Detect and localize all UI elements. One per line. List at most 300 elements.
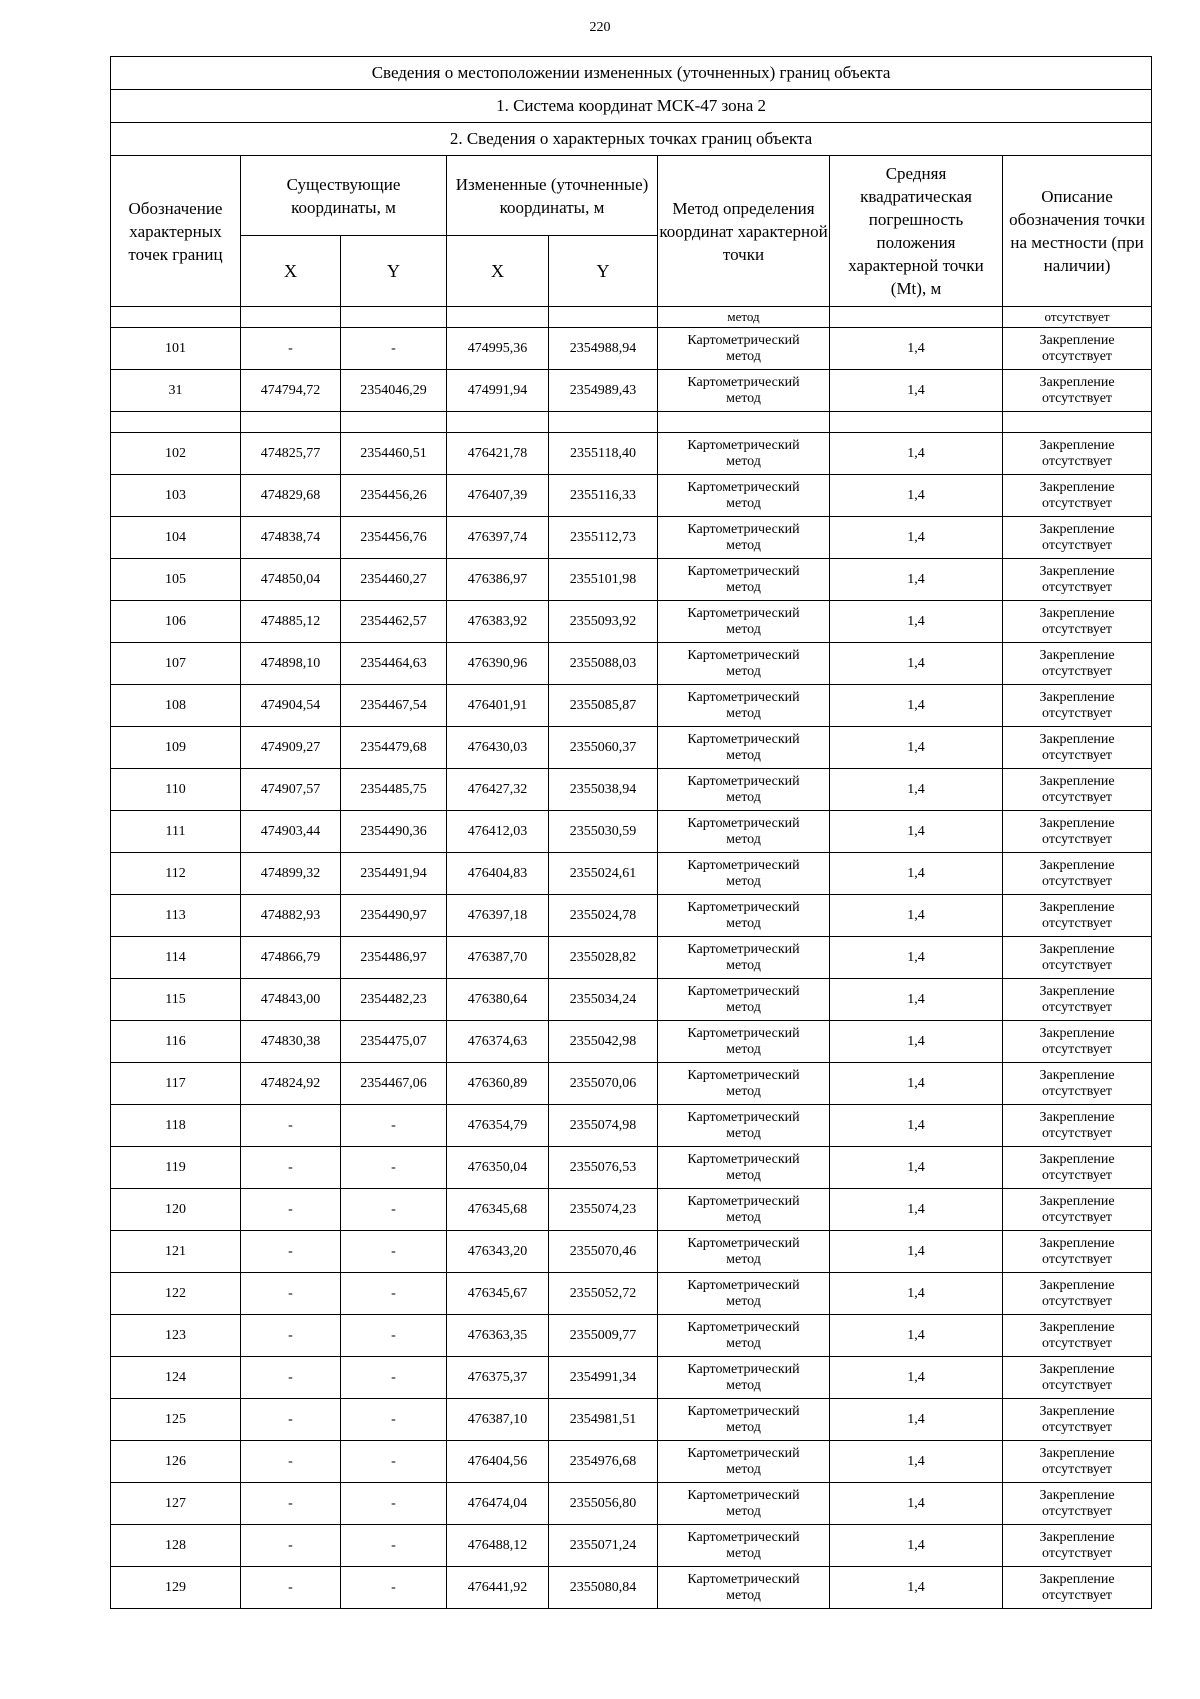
- cell-method: [658, 811, 830, 853]
- cell-description-line1: Закрепление: [1039, 857, 1115, 873]
- cell-method-line1: Картометрический: [687, 521, 800, 537]
- cell-description-line1: Закрепление: [1039, 899, 1115, 915]
- table-row: [111, 559, 1152, 601]
- cell-existing-y: 2354486,97: [341, 937, 447, 979]
- cell-description-line2: отсутствует: [1042, 1503, 1113, 1519]
- cell-point: 114: [111, 937, 241, 979]
- cell-method: [658, 1483, 830, 1525]
- cell-method: [658, 1105, 830, 1147]
- cell-error: 1,4: [830, 1147, 1003, 1189]
- cell-point: 104: [111, 517, 241, 559]
- cell-description: [1003, 517, 1152, 559]
- cell-changed-y: 2355030,59: [549, 811, 658, 853]
- cell-error: 1,4: [830, 1063, 1003, 1105]
- cell-error: 1,4: [830, 1273, 1003, 1315]
- cell-description: [1003, 1399, 1152, 1441]
- cell-existing-x: 474843,00: [241, 979, 341, 1021]
- cell-description: [1003, 1063, 1152, 1105]
- cell-changed-x: 476488,12: [447, 1525, 549, 1567]
- cell-point: 108: [111, 685, 241, 727]
- cell-method-line2: метод: [726, 453, 761, 469]
- header-existing-x: X: [241, 236, 341, 307]
- cell-method-line2: метод: [726, 1461, 761, 1477]
- cell-changed-x: 476397,18: [447, 895, 549, 937]
- cell-error: 1,4: [830, 1483, 1003, 1525]
- cell-changed-y: 2355038,94: [549, 769, 658, 811]
- cell-existing-y: 2354464,63: [341, 643, 447, 685]
- cell-error: 1,4: [830, 1567, 1003, 1609]
- cell-error: 1,4: [830, 475, 1003, 517]
- cell-method-line2: метод: [726, 621, 761, 637]
- cell-changed-y: 2355024,61: [549, 853, 658, 895]
- cell-method: [658, 685, 830, 727]
- cell-changed-y: 2355024,78: [549, 895, 658, 937]
- cell-error: 1,4: [830, 433, 1003, 475]
- cell-method-line1: Картометрический: [687, 1361, 800, 1377]
- table-row: [111, 1441, 1152, 1483]
- main-title: Сведения о местоположении измененных (уточненных) границ объекта: [111, 57, 1152, 90]
- cell-description-line1: Закрепление: [1039, 563, 1115, 579]
- cell-existing-x: 474899,32: [241, 853, 341, 895]
- cell-method-line2: метод: [726, 831, 761, 847]
- cell-method: [658, 1441, 830, 1483]
- cell-description-line2: отсутствует: [1042, 453, 1113, 469]
- cell-point: 119: [111, 1147, 241, 1189]
- cell-method: [658, 769, 830, 811]
- cell-changed-y: 2355076,53: [549, 1147, 658, 1189]
- cell-existing-x: 474885,12: [241, 601, 341, 643]
- cell-existing-y: -: [341, 1483, 447, 1525]
- cell-point: 102: [111, 433, 241, 475]
- cell-existing-x: -: [241, 1105, 341, 1147]
- cell-changed-x: 476430,03: [447, 727, 549, 769]
- cell-description-line1: Закрепление: [1039, 437, 1115, 453]
- cell-method: [658, 1189, 830, 1231]
- cell-point: 117: [111, 1063, 241, 1105]
- table-body: [111, 307, 1152, 1609]
- cell-changed-x: 476345,67: [447, 1273, 549, 1315]
- cell-description: [1003, 769, 1152, 811]
- table-row: [111, 1483, 1152, 1525]
- cell-error: 1,4: [830, 517, 1003, 559]
- cell-description-line1: Закрепление: [1039, 1571, 1115, 1587]
- cell-description-line1: Закрепление: [1039, 374, 1115, 390]
- cell-existing-y: 2354490,36: [341, 811, 447, 853]
- table-row: [111, 1063, 1152, 1105]
- cell-error: 1,4: [830, 1315, 1003, 1357]
- cell-method-line1: Картометрический: [687, 731, 800, 747]
- cell-error: 1,4: [830, 769, 1003, 811]
- cell-description-line1: Закрепление: [1039, 1319, 1115, 1335]
- cell-existing-y: 2354467,06: [341, 1063, 447, 1105]
- cell-method-line1: Картометрический: [687, 899, 800, 915]
- header-method: Метод определения координат характерной точки: [658, 156, 830, 307]
- cell-existing-x: -: [241, 1441, 341, 1483]
- cell-method-line1: Картометрический: [687, 647, 800, 663]
- cell-description: [1003, 1273, 1152, 1315]
- table-row: [111, 979, 1152, 1021]
- cell-description-line2: отсутствует: [1042, 747, 1113, 763]
- cell-empty: [447, 412, 549, 433]
- cell-error: 1,4: [830, 685, 1003, 727]
- cell-point: 125: [111, 1399, 241, 1441]
- cell-changed-y: 2354991,34: [549, 1357, 658, 1399]
- cell-changed-x: 476404,83: [447, 853, 549, 895]
- cell-error: 1,4: [830, 1357, 1003, 1399]
- cell-description-line2: отсутствует: [1042, 1251, 1113, 1267]
- cell-description-line1: Закрепление: [1039, 647, 1115, 663]
- header-changed-y: Y: [549, 236, 658, 307]
- cell-method-line2: метод: [726, 1209, 761, 1225]
- cell-method-line1: Картометрический: [687, 773, 800, 789]
- cell-method-line2: метод: [726, 1377, 761, 1393]
- cell-changed-x: 476343,20: [447, 1231, 549, 1273]
- cell-changed-x: 476397,74: [447, 517, 549, 559]
- cell-changed-y: 2355085,87: [549, 685, 658, 727]
- cell-description-line2: отсутствует: [1042, 1419, 1113, 1435]
- table-row: [111, 370, 1152, 412]
- cell-description: [1003, 895, 1152, 937]
- cell-existing-y: -: [341, 1357, 447, 1399]
- cell-method-line1: Картометрический: [687, 1067, 800, 1083]
- cell-method-line2: метод: [726, 999, 761, 1015]
- cell-description: [1003, 1189, 1152, 1231]
- cell-method: [658, 559, 830, 601]
- cell-existing-x: 474838,74: [241, 517, 341, 559]
- cell-existing-y: -: [341, 1567, 447, 1609]
- cell-method-line2: метод: [726, 747, 761, 763]
- cell-existing-x: 474882,93: [241, 895, 341, 937]
- cell-description-line1: Закрепление: [1039, 1277, 1115, 1293]
- coordinate-system-title: 1. Система координат МСК-47 зона 2: [111, 90, 1152, 123]
- cell-description: [1003, 559, 1152, 601]
- cell-existing-x: -: [241, 1483, 341, 1525]
- cell-method: [658, 1525, 830, 1567]
- cell-description: [1003, 1231, 1152, 1273]
- header-point: Обозначение характерных точек границ: [111, 156, 241, 307]
- cell-method-line2: метод: [726, 705, 761, 721]
- cell-existing-y: -: [341, 1399, 447, 1441]
- cell-description-line1: Закрепление: [1039, 1193, 1115, 1209]
- cell-method: [658, 1315, 830, 1357]
- cell-method: [658, 1147, 830, 1189]
- cell-description: [1003, 685, 1152, 727]
- cell-description: [1003, 727, 1152, 769]
- cell-method: [658, 643, 830, 685]
- cell-empty: [447, 307, 549, 328]
- cell-existing-x: 474898,10: [241, 643, 341, 685]
- cell-description-line1: Закрепление: [1039, 1235, 1115, 1251]
- cell-method-line2: метод: [726, 1545, 761, 1561]
- cell-description-line2: отсутствует: [1042, 915, 1113, 931]
- cell-method-line2: метод: [726, 1293, 761, 1309]
- cell-description-line1: Закрепление: [1039, 773, 1115, 789]
- cell-method-line1: Картометрический: [687, 1151, 800, 1167]
- cell-description-line2: отсутствует: [1042, 579, 1113, 595]
- cell-existing-x: 474909,27: [241, 727, 341, 769]
- cell-existing-y: 2354046,29: [341, 370, 447, 412]
- cell-method-line1: Картометрический: [687, 1277, 800, 1293]
- cell-description: [1003, 475, 1152, 517]
- cell-changed-y: 2354989,43: [549, 370, 658, 412]
- cell-changed-y: 2355071,24: [549, 1525, 658, 1567]
- cell-changed-x: 476390,96: [447, 643, 549, 685]
- cell-changed-y: 2355074,23: [549, 1189, 658, 1231]
- cell-changed-x: 476375,37: [447, 1357, 549, 1399]
- table-row: [111, 1189, 1152, 1231]
- table-row: [111, 433, 1152, 475]
- cell-method-line1: Картометрический: [687, 1529, 800, 1545]
- cell-error: 1,4: [830, 1021, 1003, 1063]
- cell-error: 1,4: [830, 601, 1003, 643]
- cell-method: [658, 517, 830, 559]
- cell-method-line1: Картометрический: [687, 1109, 800, 1125]
- cell-method-line1: Картометрический: [687, 437, 800, 453]
- cell-existing-x: -: [241, 1399, 341, 1441]
- cell-empty: [658, 412, 830, 433]
- cell-changed-y: 2354988,94: [549, 328, 658, 370]
- cell-description-line1: Закрепление: [1039, 605, 1115, 621]
- cell-point: 109: [111, 727, 241, 769]
- cell-method-line1: Картометрический: [687, 983, 800, 999]
- header-error: Средняя квадратическая погрешность положения характерной точки (Mt), м: [830, 156, 1003, 307]
- cell-description-line2: отсутствует: [1042, 663, 1113, 679]
- cell-method-line2: метод: [726, 537, 761, 553]
- cell-point: 110: [111, 769, 241, 811]
- cell-point: 123: [111, 1315, 241, 1357]
- cell-description-line2: отсутствует: [1042, 1041, 1113, 1057]
- cell-description-line1: Закрепление: [1039, 1487, 1115, 1503]
- header-changed-coords: Измененные (уточненные) координаты, м: [447, 156, 658, 236]
- cell-description-line1: Закрепление: [1039, 1445, 1115, 1461]
- cell-error: 1,4: [830, 853, 1003, 895]
- cell-existing-x: 474850,04: [241, 559, 341, 601]
- cell-existing-y: 2354491,94: [341, 853, 447, 895]
- cell-existing-y: 2354485,75: [341, 769, 447, 811]
- cell-empty: [830, 412, 1003, 433]
- cell-changed-x: 476401,91: [447, 685, 549, 727]
- cell-method: [658, 1273, 830, 1315]
- cell-description: [1003, 1567, 1152, 1609]
- cell-changed-y: 2355093,92: [549, 601, 658, 643]
- cell-method: метод: [658, 307, 830, 328]
- cell-existing-y: 2354482,23: [341, 979, 447, 1021]
- cell-description: [1003, 643, 1152, 685]
- cell-existing-y: 2354479,68: [341, 727, 447, 769]
- cell-description: [1003, 1525, 1152, 1567]
- cell-description-line2: отсутствует: [1042, 873, 1113, 889]
- cell-description: [1003, 433, 1152, 475]
- cell-description-line2: отсутствует: [1042, 831, 1113, 847]
- cell-point: 122: [111, 1273, 241, 1315]
- cell-existing-x: -: [241, 1525, 341, 1567]
- table-row: [111, 727, 1152, 769]
- cell-existing-x: -: [241, 1567, 341, 1609]
- cell-existing-x: 474907,57: [241, 769, 341, 811]
- cell-changed-y: 2355112,73: [549, 517, 658, 559]
- cell-description-line2: отсутствует: [1042, 537, 1113, 553]
- section-title: 2. Сведения о характерных точках границ объекта: [111, 123, 1152, 156]
- cell-method-line2: метод: [726, 1419, 761, 1435]
- cell-point: 129: [111, 1567, 241, 1609]
- cell-existing-x: -: [241, 1357, 341, 1399]
- cell-error: 1,4: [830, 1399, 1003, 1441]
- table-row: [111, 643, 1152, 685]
- cell-changed-y: 2355056,80: [549, 1483, 658, 1525]
- cell-description: [1003, 979, 1152, 1021]
- cell-method-line2: метод: [726, 495, 761, 511]
- cell-changed-y: 2355042,98: [549, 1021, 658, 1063]
- cell-point: 31: [111, 370, 241, 412]
- cell-description: [1003, 811, 1152, 853]
- cell-existing-x: -: [241, 1273, 341, 1315]
- table-row: [111, 601, 1152, 643]
- cell-description-line1: Закрепление: [1039, 731, 1115, 747]
- cell-existing-y: -: [341, 328, 447, 370]
- table-row: [111, 1315, 1152, 1357]
- header-changed-x: X: [447, 236, 549, 307]
- cell-method-line1: Картометрический: [687, 815, 800, 831]
- cell-changed-x: 476407,39: [447, 475, 549, 517]
- cell-changed-y: 2355070,46: [549, 1231, 658, 1273]
- cell-method: [658, 370, 830, 412]
- cell-description-line2: отсутствует: [1042, 1209, 1113, 1225]
- cell-error: 1,4: [830, 643, 1003, 685]
- cell-method-line2: метод: [726, 1125, 761, 1141]
- cell-point: 128: [111, 1525, 241, 1567]
- cell-changed-x: 476345,68: [447, 1189, 549, 1231]
- table-header: [111, 57, 1152, 307]
- cell-existing-y: -: [341, 1105, 447, 1147]
- cell-changed-y: 2355009,77: [549, 1315, 658, 1357]
- cell-existing-y: -: [341, 1231, 447, 1273]
- cell-description-line1: Закрепление: [1039, 1403, 1115, 1419]
- cell-description-line2: отсутствует: [1042, 1587, 1113, 1603]
- cell-description: [1003, 328, 1152, 370]
- cell-method-line1: Картометрический: [687, 563, 800, 579]
- header-existing-coords: Существующие координаты, м: [241, 156, 447, 236]
- cell-method: [658, 937, 830, 979]
- cell-description-line1: Закрепление: [1039, 1361, 1115, 1377]
- cell-changed-y: 2355116,33: [549, 475, 658, 517]
- cell-changed-x: 476354,79: [447, 1105, 549, 1147]
- cell-description: [1003, 1357, 1152, 1399]
- table-row-separator: [111, 412, 1152, 433]
- cell-existing-y: -: [341, 1189, 447, 1231]
- cell-changed-x: 474995,36: [447, 328, 549, 370]
- cell-method-line2: метод: [726, 1251, 761, 1267]
- cell-changed-y: 2355052,72: [549, 1273, 658, 1315]
- cell-existing-y: -: [341, 1441, 447, 1483]
- cell-point: 111: [111, 811, 241, 853]
- coordinates-table: [110, 56, 1152, 1609]
- table-row: [111, 1147, 1152, 1189]
- cell-description-line2: отсутствует: [1042, 390, 1113, 406]
- table-row-partial: [111, 307, 1152, 328]
- cell-description: [1003, 1147, 1152, 1189]
- table-row: [111, 475, 1152, 517]
- table-row: [111, 1273, 1152, 1315]
- cell-changed-y: 2355080,84: [549, 1567, 658, 1609]
- cell-method-line1: Картометрический: [687, 1025, 800, 1041]
- cell-method: [658, 1063, 830, 1105]
- cell-existing-x: 474824,92: [241, 1063, 341, 1105]
- cell-changed-y: 2354981,51: [549, 1399, 658, 1441]
- cell-point: 120: [111, 1189, 241, 1231]
- cell-description: [1003, 601, 1152, 643]
- cell-changed-y: 2355060,37: [549, 727, 658, 769]
- cell-method-line2: метод: [726, 1083, 761, 1099]
- cell-existing-x: 474903,44: [241, 811, 341, 853]
- cell-existing-x: -: [241, 1231, 341, 1273]
- cell-changed-y: 2355118,40: [549, 433, 658, 475]
- cell-description-line1: Закрепление: [1039, 815, 1115, 831]
- cell-point: 126: [111, 1441, 241, 1483]
- table-row: [111, 685, 1152, 727]
- table-row: [111, 853, 1152, 895]
- table-row: [111, 517, 1152, 559]
- cell-description-line1: Закрепление: [1039, 521, 1115, 537]
- cell-point: 118: [111, 1105, 241, 1147]
- cell-error: 1,4: [830, 1231, 1003, 1273]
- cell-error: 1,4: [830, 370, 1003, 412]
- cell-method-line1: Картометрический: [687, 1193, 800, 1209]
- table-row: [111, 1525, 1152, 1567]
- cell-point: 127: [111, 1483, 241, 1525]
- cell-method-line2: метод: [726, 663, 761, 679]
- cell-point: 105: [111, 559, 241, 601]
- cell-description: [1003, 1021, 1152, 1063]
- header-description: Описание обозначения точки на местности (при наличии): [1003, 156, 1152, 307]
- cell-description-line1: Закрепление: [1039, 983, 1115, 999]
- page-number: 220: [589, 20, 611, 35]
- cell-method-line2: метод: [726, 789, 761, 805]
- cell-error: 1,4: [830, 727, 1003, 769]
- cell-method: [658, 328, 830, 370]
- cell-error: 1,4: [830, 1525, 1003, 1567]
- cell-method: [658, 979, 830, 1021]
- cell-description: [1003, 370, 1152, 412]
- cell-method-line1: Картометрический: [687, 1403, 800, 1419]
- cell-changed-x: 476412,03: [447, 811, 549, 853]
- cell-point: 112: [111, 853, 241, 895]
- cell-point: 106: [111, 601, 241, 643]
- cell-changed-x: 476380,64: [447, 979, 549, 1021]
- cell-empty: [111, 412, 241, 433]
- cell-description-line1: Закрепление: [1039, 1151, 1115, 1167]
- cell-existing-y: 2354456,26: [341, 475, 447, 517]
- cell-existing-y: -: [341, 1273, 447, 1315]
- cell-description-line1: Закрепление: [1039, 1025, 1115, 1041]
- cell-description-line2: отсутствует: [1042, 957, 1113, 973]
- cell-existing-y: 2354467,54: [341, 685, 447, 727]
- cell-method-line2: метод: [726, 1041, 761, 1057]
- cell-changed-x: 474991,94: [447, 370, 549, 412]
- table-row: [111, 1231, 1152, 1273]
- cell-existing-x: 474904,54: [241, 685, 341, 727]
- cell-description-line2: отсутствует: [1042, 1335, 1113, 1351]
- cell-description-line1: Закрепление: [1039, 941, 1115, 957]
- cell-changed-x: 476404,56: [447, 1441, 549, 1483]
- cell-description-line1: Закрепление: [1039, 479, 1115, 495]
- cell-method-line1: Картометрический: [687, 479, 800, 495]
- cell-description: [1003, 1441, 1152, 1483]
- cell-method-line1: Картометрический: [687, 1235, 800, 1251]
- cell-existing-x: 474825,77: [241, 433, 341, 475]
- cell-description: [1003, 1483, 1152, 1525]
- cell-existing-y: -: [341, 1525, 447, 1567]
- cell-error: 1,4: [830, 1189, 1003, 1231]
